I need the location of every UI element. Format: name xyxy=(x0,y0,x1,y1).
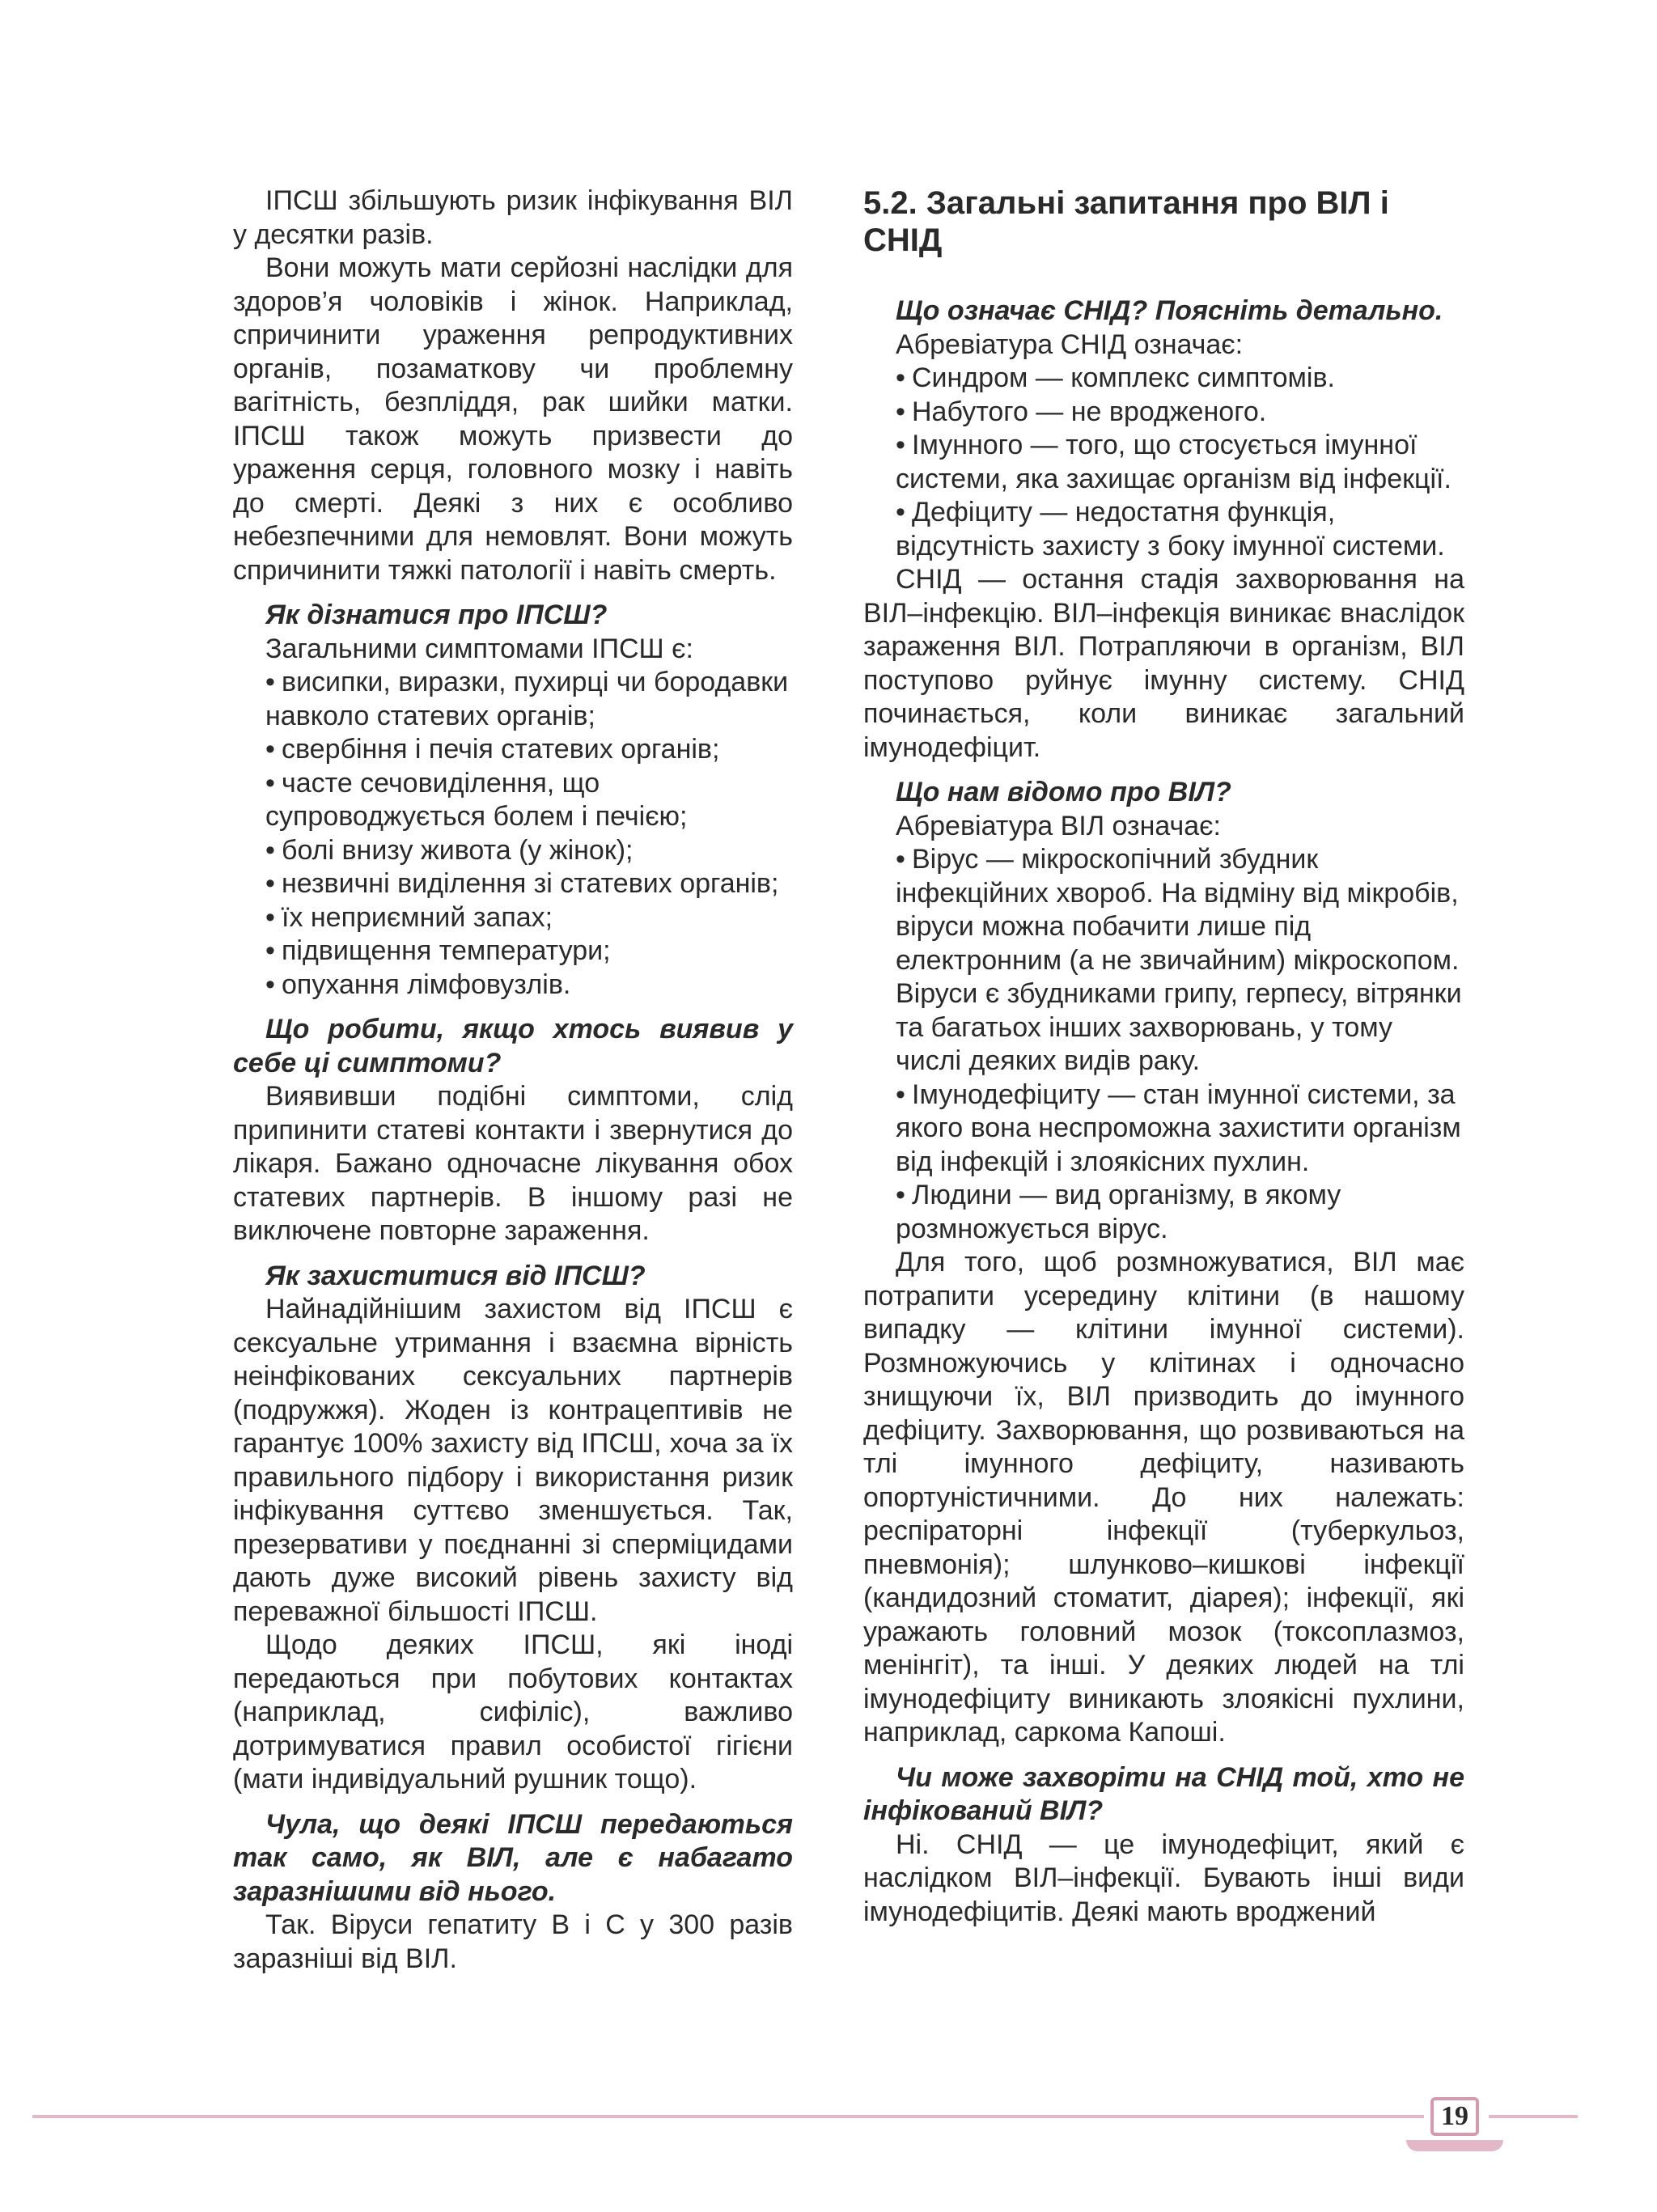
bullet-item xyxy=(233,834,793,868)
paragraph: Виявивши подібні симптоми, слід припинити статеві контакти і звернутися до лікаря. Бажано одночасне лікування обох статевих партнерів. В іншому разі не виключене повторне зараження. xyxy=(233,1081,793,1246)
bullet-item xyxy=(863,429,1464,496)
section-heading: 5.2. Загальні запитання про ВІЛ і СНІД xyxy=(863,185,1389,258)
right-column xyxy=(863,184,1464,1929)
bullet-item xyxy=(863,362,1464,396)
bullet-text: свербіння і печія статевих органів; xyxy=(282,734,720,765)
bullet-text: Імунодефіциту — стан імунної системи, за якого вона неспроможна захистити організм від інфекцій і злоякісних пухлин. xyxy=(896,1078,1461,1177)
bullet-text: опухання лімфовузлів. xyxy=(282,968,571,1000)
bullet-item xyxy=(233,666,793,733)
bullet-text: висипки, виразки, пухирці чи бородавки навколо статевих органів; xyxy=(265,667,789,731)
bullet-icon: • xyxy=(265,767,275,799)
bullet-item xyxy=(863,1179,1464,1246)
bullet-item xyxy=(863,1078,1464,1180)
bullet-icon: • xyxy=(265,834,275,866)
paragraph: Вони можуть мати серйозні наслідки для здоров’я чоловіків і жінок. Наприклад, спричинити ураження репродуктивних органів, позаматкову чи проблемну вагітність, безпліддя, рак шийки матки. ІПСШ також можуть призвести до ураження серця, головного мозку і навіть до смерті. Деякі з них є особливо небезпечними для немовлят. Вони можуть спричинити тяжкі патології і навіть смерть. xyxy=(233,252,793,586)
bullet-icon: • xyxy=(265,734,275,765)
page-number-tab xyxy=(1406,2140,1503,2151)
question-heading: Що нам відомо про ВІЛ? xyxy=(896,777,1231,807)
bullet-text: незвичні виділення зі статевих органів; xyxy=(282,868,779,899)
paragraph: ІПСШ збільшують ризик інфікування ВІЛ у десятки разів. xyxy=(233,185,793,250)
bullet-text: Вірус — мікроскопічний збудник інфекційних хвороб. На відміну від мікробів, віруси можна побачити лише під електронним (а не звичайним) мікроскопом. Віруси є збудниками грипу, герпесу, вітрянки та багатьох інших захворювань, у тому числі деяких видів раку. xyxy=(896,844,1462,1076)
bullet-icon: • xyxy=(265,868,275,899)
bullet-icon: • xyxy=(265,667,275,697)
question-heading: Як захиститися від ІПСШ? xyxy=(265,1260,646,1291)
bullet-icon: • xyxy=(896,396,905,427)
bullet-icon: • xyxy=(896,1078,905,1110)
paragraph: Ні. СНІД — це імунодефіцит, який є наслідком ВІЛ–інфекції. Бувають інші види імунодефіцитів. Деякі мають вроджений xyxy=(863,1829,1464,1927)
bullet-item xyxy=(233,733,793,767)
bullet-icon: • xyxy=(896,430,905,460)
list-intro: Абревіатура ВІЛ означає: xyxy=(896,810,1221,841)
bullet-text: підвищення температури; xyxy=(282,935,611,966)
page-number: 19 xyxy=(1430,2097,1479,2136)
bullet-text: Синдром — комплекс симптомів. xyxy=(912,362,1335,393)
bullet-icon: • xyxy=(265,901,275,933)
paragraph: Для того, щоб розмножуватися, ВІЛ має потрапити усередину клітини (в нашому випадку — клітини імунної системи). Розмножуючись у клітинах і одночасно знищуючи їх, ВІЛ призводить до імунного дефіциту. Захворювання, що розвиваються на тлі імунного дефіциту, називають опортуністичними. До них належать: респіраторні інфекції (туберкульоз, пневмонія); шлунково–кишкові інфекції (кандидозний стоматит, діарея); інфекції, які уражають головний мозок (токсоплазмоз, менінгіт), та інші. У деяких людей на тлі імунодефіциту виникають злоякісні пухлини, наприклад, саркома Капоші. xyxy=(863,1247,1464,1748)
bullet-item xyxy=(863,843,1464,1078)
bullet-text: часте сечовиділення, що супроводжується болем і печією; xyxy=(265,767,688,832)
bullet-icon: • xyxy=(896,362,905,393)
bullet-icon: • xyxy=(265,968,275,1000)
paragraph: СНІД — остання стадія захворювання на ВІЛ–інфекцію. ВІЛ–інфекція виникає внаслідок зараження ВІЛ. Потрапляючи в організм, ВІЛ поступово руйнує імунну систему. СНІД починається, коли виникає загальний імунодефіцит. xyxy=(863,564,1464,763)
footer-divider xyxy=(32,2115,1424,2118)
bullet-icon: • xyxy=(265,935,275,966)
paragraph: Так. Віруси гепатиту В і С у 300 разів заразніші від ВІЛ. xyxy=(233,1909,793,1974)
bullet-text: Імунного — того, що стосується імунної системи, яка захищає організм від інфекції. xyxy=(896,430,1451,494)
bullet-icon: • xyxy=(896,1180,905,1210)
list-intro: Абревіатура СНІД означає: xyxy=(896,328,1244,360)
bullet-item xyxy=(233,867,793,901)
bullet-icon: • xyxy=(896,844,905,875)
left-column xyxy=(233,184,793,1976)
bullet-item xyxy=(233,901,793,935)
bullet-text: їх неприємний запах; xyxy=(282,901,553,933)
bullet-item xyxy=(233,934,793,968)
bullet-text: Людини — вид організму, в якому розмножується вірус. xyxy=(896,1180,1341,1244)
question-heading: Як дізнатися про ІПСШ? xyxy=(265,600,608,630)
question-heading: Чула, що деякі ІПСШ передаються так само, як ВІЛ, але є набагато заразнішими від нього. xyxy=(233,1808,793,1907)
bullet-item xyxy=(863,496,1464,563)
question-heading: Що робити, якщо хтось виявив у себе ці симптоми? xyxy=(233,1014,793,1078)
list-intro: Загальними симптомами ІПСШ є: xyxy=(265,633,693,664)
bullet-item xyxy=(863,396,1464,430)
bullet-text: Набутого — не вродженого. xyxy=(912,396,1267,427)
bullet-item xyxy=(233,968,793,1002)
question-heading: Чи може захворіти на СНІД той, хто не інфікований ВІЛ? xyxy=(863,1761,1464,1826)
question-heading: Що означає СНІД? Поясніть детально. xyxy=(896,295,1443,326)
bullet-text: болі внизу живота (у жінок); xyxy=(282,834,634,866)
footer-divider-right xyxy=(1489,2115,1578,2118)
paragraph: Щодо деяких ІПСШ, які іноді передаються при побутових контактах (наприклад, сифіліс), важливо дотримуватися правил особистої гігієни (мати індивідуальний рушник тощо). xyxy=(233,1629,793,1795)
bullet-item xyxy=(233,767,793,834)
paragraph: Найнадійнішим захистом від ІПСШ є сексуальне утримання і взаємна вірність неінфікованих сексуальних партнерів (подружжя). Жоден із контрацептивів не гарантує 100% захисту від ІПСШ, хоча за їх правильного підбору і використання ризик інфікування суттєво зменшується. Так, презервативи у поєднанні зі сперміцидами дають дуже високий рівень захисту від переважної більшості ІПСШ. xyxy=(233,1294,793,1627)
bullet-icon: • xyxy=(896,497,905,528)
bullet-text: Дефіциту — недостатня функція, відсутність захисту з боку імунної системи. xyxy=(896,497,1445,561)
